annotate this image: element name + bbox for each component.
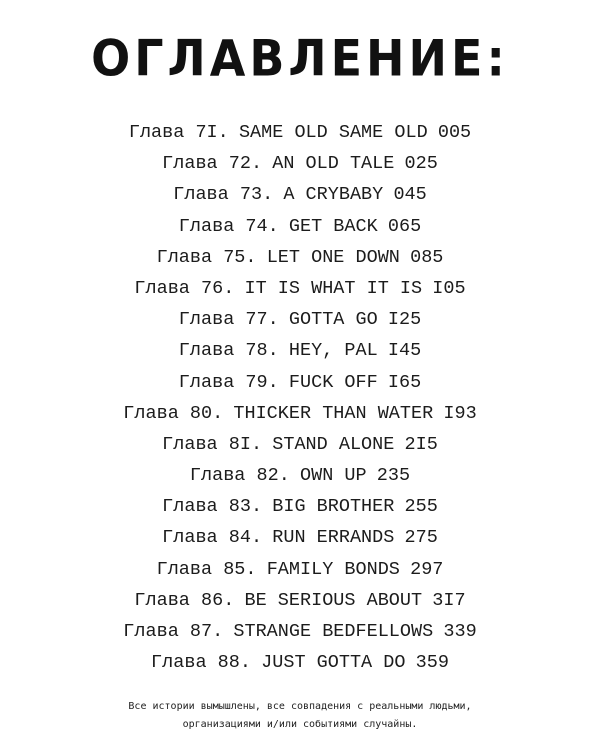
chapter-name: GET BACK [288,215,378,237]
chapter-page: I65 [387,371,422,393]
chapter-name: LET ONE DOWN [266,246,400,268]
chapter-number: Глава 76. [134,277,235,299]
chapter-name: A CRYBABY [283,184,384,206]
chapter-page: 235 [376,465,411,487]
chapter-number: Глава 80. [123,402,224,424]
chapter-page: 045 [393,184,427,206]
chapter-entry [0,273,600,304]
chapter-page: 359 [415,652,449,674]
chapter-entry [0,554,600,585]
chapter-page: 065 [387,215,422,237]
chapter-number: Глава 75. [156,246,257,268]
chapter-page: 025 [404,153,438,175]
chapter-name: STAND ALONE [272,433,395,455]
chapter-page: 3I7 [432,589,466,611]
chapter-number: Глава 85. [156,558,257,580]
chapter-page: 339 [443,621,477,642]
chapter-page: 255 [404,496,438,518]
chapter-entry [0,429,600,460]
chapter-page: I05 [432,277,466,299]
chapter-name: AN OLD TALE [272,153,395,175]
chapter-entry [0,460,600,491]
chapter-name: BE SERIOUS ABOUT [244,589,423,611]
chapter-number: Глава 83. [162,496,263,518]
chapter-number: Глава 74. [178,215,279,237]
chapter-page: 005 [437,122,472,143]
disclaimer-line: организациями и/или событиями случайны. [182,719,418,730]
chapter-entry [0,117,600,148]
chapter-number: Глава 73. [173,184,274,206]
chapter-number: Глава 78. [178,340,279,362]
chapter-entry [0,179,600,210]
chapter-page: 275 [404,527,438,549]
chapter-entry [0,616,600,647]
chapter-name: OWN UP [299,465,367,487]
chapter-name: HEY, PAL [288,340,378,362]
chapter-number: Глава 79. [178,371,279,393]
chapter-entry [0,522,600,553]
chapter-entry [0,211,600,242]
disclaimer-note [0,698,600,734]
chapter-list [0,117,600,678]
chapter-page: I45 [387,340,422,362]
chapter-name: RUN ERRANDS [272,527,395,549]
chapter-entry [0,491,600,522]
chapter-name: BIG BROTHER [272,496,395,518]
chapter-name: THICKER THAN WATER [233,402,434,424]
chapter-page: 2I5 [404,433,438,455]
chapter-page: 085 [410,246,444,268]
chapter-page: 297 [410,558,444,580]
chapter-number: Глава 88. [151,652,251,674]
chapter-page: I93 [443,402,477,424]
chapter-number: Глава 84. [162,527,263,549]
disclaimer-line: Все истории вымышлены, все совпадения с реальными людьми, [128,701,472,712]
chapter-number: Глава 82. [189,465,290,487]
chapter-entry [0,242,600,273]
chapter-entry [0,585,600,616]
chapter-entry [0,148,600,179]
page-title: ОГЛАВЛЕНИЕ: [91,28,509,88]
chapter-entry [0,647,600,678]
chapter-entry [0,335,600,366]
chapter-name: GOTTA GO [288,309,378,331]
chapter-entry [0,398,600,429]
chapter-name: JUST GOTTA DO [261,652,406,674]
chapter-name: SAME OLD SAME OLD [238,122,428,143]
chapter-name: IT IS WHAT IT IS [244,277,423,299]
chapter-page: I25 [387,309,422,331]
chapter-name: FAMILY BONDS [266,558,400,580]
chapter-name: FUCK OFF [288,371,378,393]
chapter-entry [0,367,600,398]
chapter-entry [0,304,600,335]
chapter-number: Глава 87. [123,621,224,642]
chapter-number: Глава 8I. [162,433,263,455]
chapter-number: Глава 77. [178,309,279,331]
chapter-name: STRANGE BEDFELLOWS [233,621,434,642]
chapter-number: Глава 7I. [128,122,229,143]
chapter-number: Глава 86. [134,589,235,611]
chapter-number: Глава 72. [162,153,263,175]
